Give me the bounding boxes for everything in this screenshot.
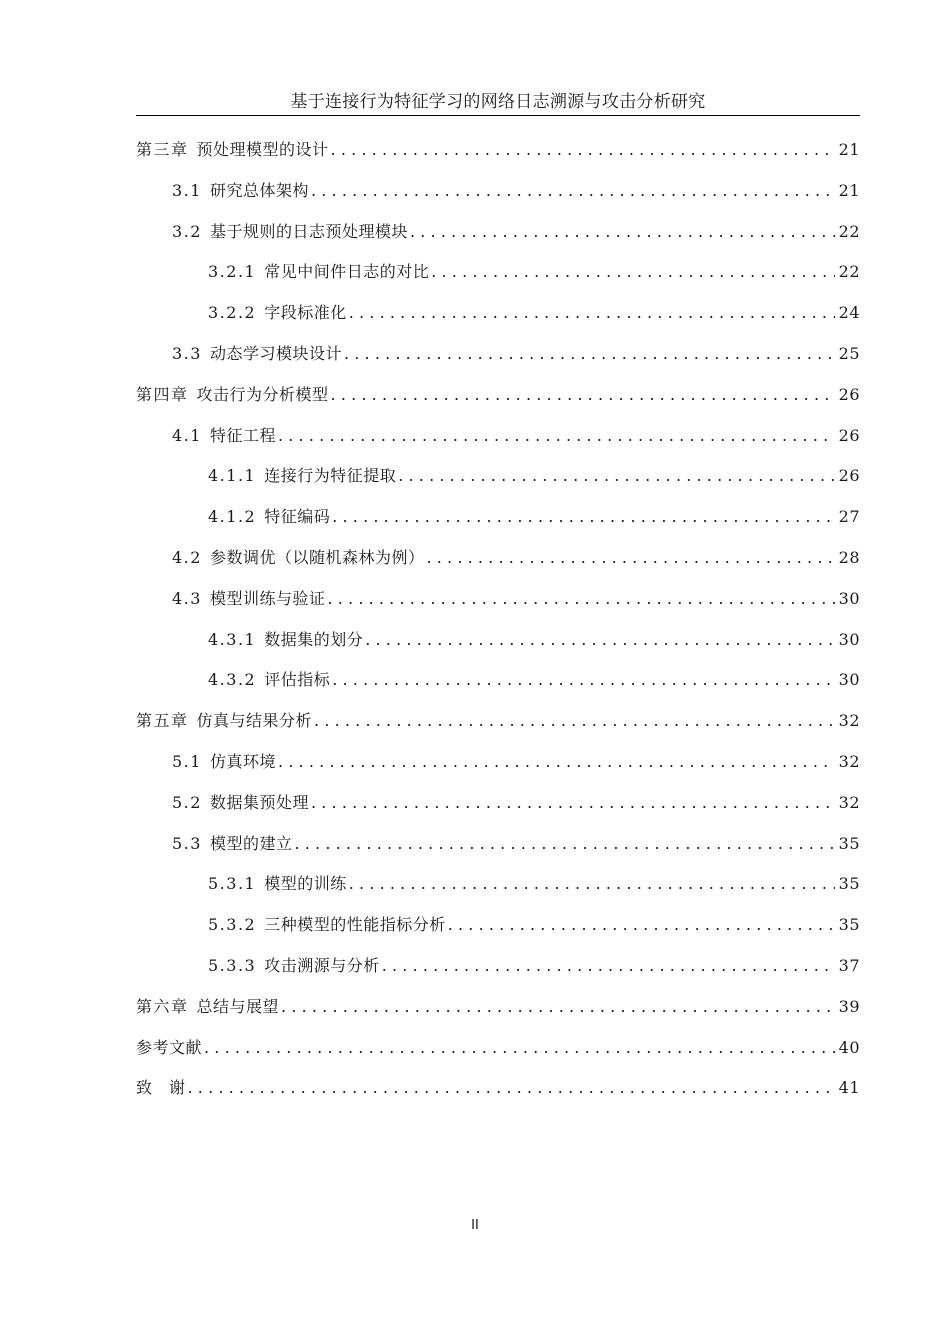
toc-entry-page: 21 — [838, 180, 860, 200]
toc-entry[interactable] — [136, 911, 860, 952]
toc-entry[interactable] — [136, 136, 860, 177]
toc-entry-page: 32 — [838, 711, 860, 731]
toc-entry[interactable] — [136, 462, 860, 503]
toc-entry-page: 30 — [838, 629, 860, 649]
toc-entry-title: 研究总体架构 — [209, 180, 309, 200]
toc-entry-title: 攻击行为分析模型 — [196, 384, 329, 404]
toc-entry[interactable] — [136, 258, 860, 299]
toc-entry-page: 32 — [838, 792, 860, 812]
toc-entry[interactable] — [136, 585, 860, 626]
toc-entry-number: 第三章 — [136, 140, 189, 159]
toc-entry-page: 30 — [838, 670, 860, 690]
toc-entry-page: 28 — [838, 547, 860, 567]
toc-entry-title: 参数调优（以随机森林为例） — [209, 547, 425, 567]
toc-entry[interactable] — [136, 340, 860, 381]
toc-dot-leader — [410, 218, 835, 246]
toc-entry-page: 35 — [838, 915, 860, 935]
toc-entry-page: 22 — [838, 221, 860, 241]
toc-entry[interactable] — [136, 299, 860, 340]
toc-dot-leader — [331, 136, 835, 164]
toc-dot-leader — [448, 911, 835, 939]
toc-entry-title: 数据集预处理 — [209, 792, 309, 812]
toc-entry-title: 致 谢 — [136, 1078, 186, 1098]
toc-dot-leader — [314, 707, 835, 735]
toc-dot-leader — [332, 503, 834, 531]
toc-entry-number: 3.2.2 — [208, 303, 257, 323]
toc-dot-leader — [278, 422, 835, 450]
toc-dot-leader — [278, 748, 835, 776]
toc-entry-title: 字段标准化 — [264, 303, 347, 323]
toc-entry-title: 仿真环境 — [209, 751, 276, 771]
toc-entry-number: 4.3.2 — [208, 670, 257, 690]
toc-entry[interactable] — [136, 748, 860, 789]
toc-entry-page: 26 — [838, 425, 860, 445]
toc-dot-leader — [332, 666, 834, 694]
toc-entry-title: 动态学习模块设计 — [209, 343, 342, 363]
toc-entry[interactable] — [136, 626, 860, 667]
toc-entry-number: 5.1 — [172, 751, 202, 771]
toc-dot-leader — [349, 870, 835, 898]
toc-dot-leader — [204, 1034, 835, 1062]
toc-entry-number: 5.3.2 — [208, 915, 257, 935]
toc-entry-title: 模型的建立 — [209, 833, 293, 853]
toc-dot-leader — [382, 952, 835, 980]
toc-dot-leader — [431, 258, 834, 286]
toc-entry-page: 22 — [838, 262, 860, 282]
toc-dot-leader — [344, 340, 835, 368]
toc-entry[interactable] — [136, 1074, 860, 1115]
toc-entry-title: 预处理模型的设计 — [196, 140, 329, 159]
toc-dot-leader — [188, 1074, 835, 1102]
toc-dot-leader — [331, 381, 835, 409]
toc-entry-title: 攻击溯源与分析 — [264, 955, 380, 975]
toc-entry-page: 25 — [838, 343, 860, 363]
toc-entry-page: 27 — [838, 507, 860, 527]
toc-dot-leader — [311, 177, 835, 205]
toc-dot-leader — [398, 462, 834, 490]
toc-entry-page: 37 — [838, 955, 860, 975]
toc-entry-page: 21 — [838, 140, 860, 159]
toc-entry-number: 第六章 — [136, 996, 189, 1016]
toc-entry-number: 3.2 — [172, 221, 202, 241]
toc-entry-number: 5.3.3 — [208, 955, 257, 975]
toc-entry-title: 评估指标 — [264, 670, 331, 690]
toc-entry[interactable] — [136, 218, 860, 259]
toc-entry-page: 40 — [838, 1037, 860, 1057]
toc-entry-number: 5.3.1 — [208, 874, 257, 894]
toc-entry-number: 3.3 — [172, 343, 202, 363]
toc-entry[interactable] — [136, 707, 860, 748]
toc-entry-title: 特征工程 — [209, 425, 276, 445]
toc-entry[interactable] — [136, 870, 860, 911]
toc-entry[interactable] — [136, 381, 860, 422]
toc-entry-number: 3.2.1 — [208, 262, 257, 282]
running-header-title: 基于连接行为特征学习的网络日志溯源与攻击分析研究 — [290, 92, 706, 112]
toc-entry[interactable] — [136, 993, 860, 1034]
toc-entry-title: 总结与展望 — [196, 996, 280, 1016]
toc-entry-title: 模型的训练 — [264, 874, 347, 894]
toc-entry[interactable] — [136, 544, 860, 585]
toc-dot-leader — [311, 789, 835, 817]
toc-entry-page: 32 — [838, 751, 860, 771]
toc-entry-page: 26 — [838, 384, 860, 404]
toc-entry-title: 参考文献 — [136, 1037, 203, 1057]
toc-entry-title: 仿真与结果分析 — [196, 711, 313, 731]
toc-entry-title: 特征编码 — [264, 507, 331, 527]
page-number: II — [471, 1218, 479, 1233]
toc-entry-title: 三种模型的性能指标分析 — [264, 915, 446, 935]
toc-entry[interactable] — [136, 503, 860, 544]
toc-entry-title: 连接行为特征提取 — [264, 466, 397, 486]
table-of-contents — [136, 136, 860, 1115]
toc-entry[interactable] — [136, 952, 860, 993]
toc-entry[interactable] — [136, 422, 860, 463]
toc-entry-page: 30 — [838, 588, 860, 608]
toc-entry-page: 24 — [838, 303, 860, 323]
toc-entry[interactable] — [136, 1034, 860, 1075]
toc-entry-title: 常见中间件日志的对比 — [264, 262, 430, 282]
toc-entry-number: 4.1.1 — [208, 466, 257, 486]
toc-entry-number: 4.1 — [172, 425, 202, 445]
toc-entry-number: 第五章 — [136, 711, 189, 731]
toc-dot-leader — [281, 993, 835, 1021]
toc-entry-number: 4.3 — [172, 588, 202, 608]
toc-entry-number: 4.2 — [172, 547, 202, 567]
toc-entry-number: 5.3 — [172, 833, 202, 853]
toc-dot-leader — [294, 830, 834, 858]
toc-entry-title: 基于规则的日志预处理模块 — [209, 221, 408, 241]
toc-entry-number: 3.1 — [172, 180, 202, 200]
toc-entry-title: 模型训练与验证 — [209, 588, 326, 608]
toc-entry[interactable] — [136, 830, 860, 871]
running-header — [136, 90, 860, 116]
toc-dot-leader — [327, 585, 834, 613]
toc-entry[interactable] — [136, 789, 860, 830]
toc-entry-title: 数据集的划分 — [264, 629, 364, 649]
toc-entry-page: 35 — [838, 874, 860, 894]
toc-entry-number: 4.3.1 — [208, 629, 257, 649]
toc-entry[interactable] — [136, 177, 860, 218]
toc-entry-number: 第四章 — [136, 384, 189, 404]
toc-entry-page: 35 — [838, 833, 860, 853]
toc-entry-page: 41 — [838, 1078, 860, 1098]
toc-entry-number: 4.1.2 — [208, 507, 257, 527]
toc-dot-leader — [349, 299, 835, 327]
toc-entry-page: 39 — [838, 996, 860, 1016]
toc-entry-number: 5.2 — [172, 792, 202, 812]
toc-entry[interactable] — [136, 666, 860, 707]
toc-entry-page: 26 — [838, 466, 860, 486]
toc-dot-leader — [365, 626, 834, 654]
toc-dot-leader — [426, 544, 834, 572]
